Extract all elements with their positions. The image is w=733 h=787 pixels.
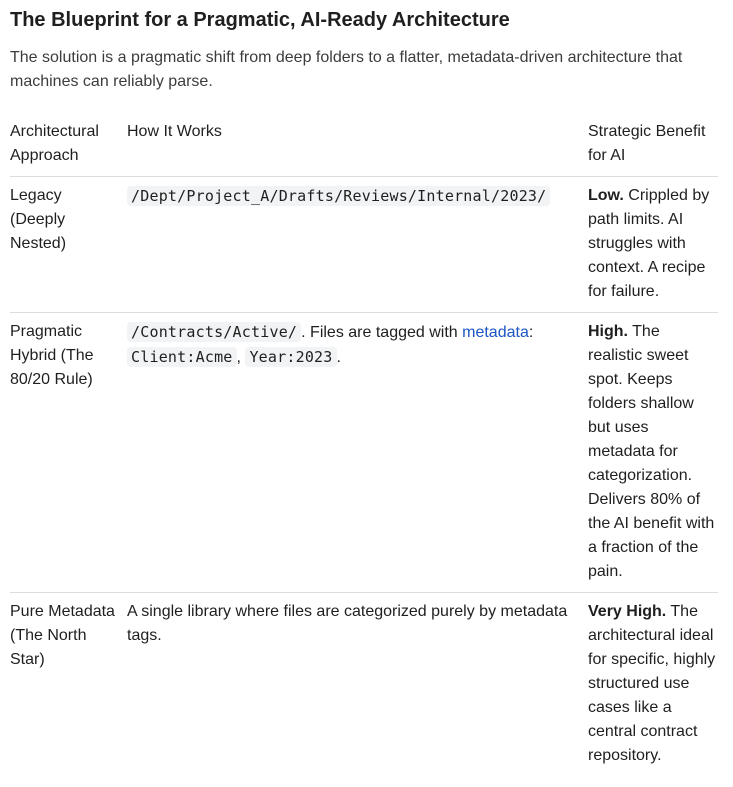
page-title: The Blueprint for a Pragmatic, AI-Ready Architecture [10, 9, 510, 31]
benefit-description: Crippled by path limits. AI struggles with context. A recipe for failure. [588, 187, 710, 300]
approach-cell: Pragmatic Hybrid (The 80/20 Rule) [10, 313, 127, 593]
benefit-cell [588, 313, 718, 593]
approach-cell: Legacy (Deeply Nested) [10, 177, 127, 313]
table-row [10, 593, 718, 777]
how-it-works-cell: A single library where files are categorized purely by metadata tags. [127, 603, 568, 644]
intro-paragraph: The solution is a pragmatic shift from deep folders to a flatter, metadata-driven architecture that machines can reliably parse. [10, 49, 683, 90]
header-approach: Architectural Approach [10, 118, 127, 177]
path-code: /Contracts/Active/ [127, 322, 301, 342]
benefit-cell [588, 593, 718, 777]
benefit-description: The architectural ideal for specific, highly structured use cases like a central contract repository. [588, 603, 716, 764]
tag-code: Year:2023 [245, 347, 336, 367]
how-text: . Files are tagged with [301, 324, 463, 341]
benefit-rating: Low. [588, 187, 624, 204]
table-header-row [10, 118, 718, 177]
header-how-it-works: How It Works [127, 118, 588, 177]
approach-cell: Pure Metadata (The North Star) [10, 603, 115, 668]
table-row [10, 177, 718, 313]
how-text: , [236, 349, 246, 366]
path-code: /Dept/Project_A/Drafts/Reviews/Internal/2023/ [127, 186, 550, 206]
header-strategic-benefit: Strategic Benefit for AI [588, 118, 718, 177]
how-text: : [528, 324, 534, 341]
tag-code: Client:Acme [127, 347, 237, 367]
benefit-cell [588, 177, 718, 313]
benefit-rating: Very High. [588, 603, 667, 620]
metadata-link[interactable]: metadata [462, 324, 529, 341]
architecture-table [10, 118, 718, 776]
benefit-rating: High. [588, 323, 628, 340]
how-it-works-cell [127, 177, 588, 313]
how-text: . [336, 349, 341, 366]
benefit-description: The realistic sweet spot. Keeps folders shallow but uses metadata for categorization. Delivers 80% of the AI benefit with a fraction of the pain. [588, 323, 715, 580]
how-it-works-cell [127, 313, 588, 593]
table-row [10, 313, 718, 593]
